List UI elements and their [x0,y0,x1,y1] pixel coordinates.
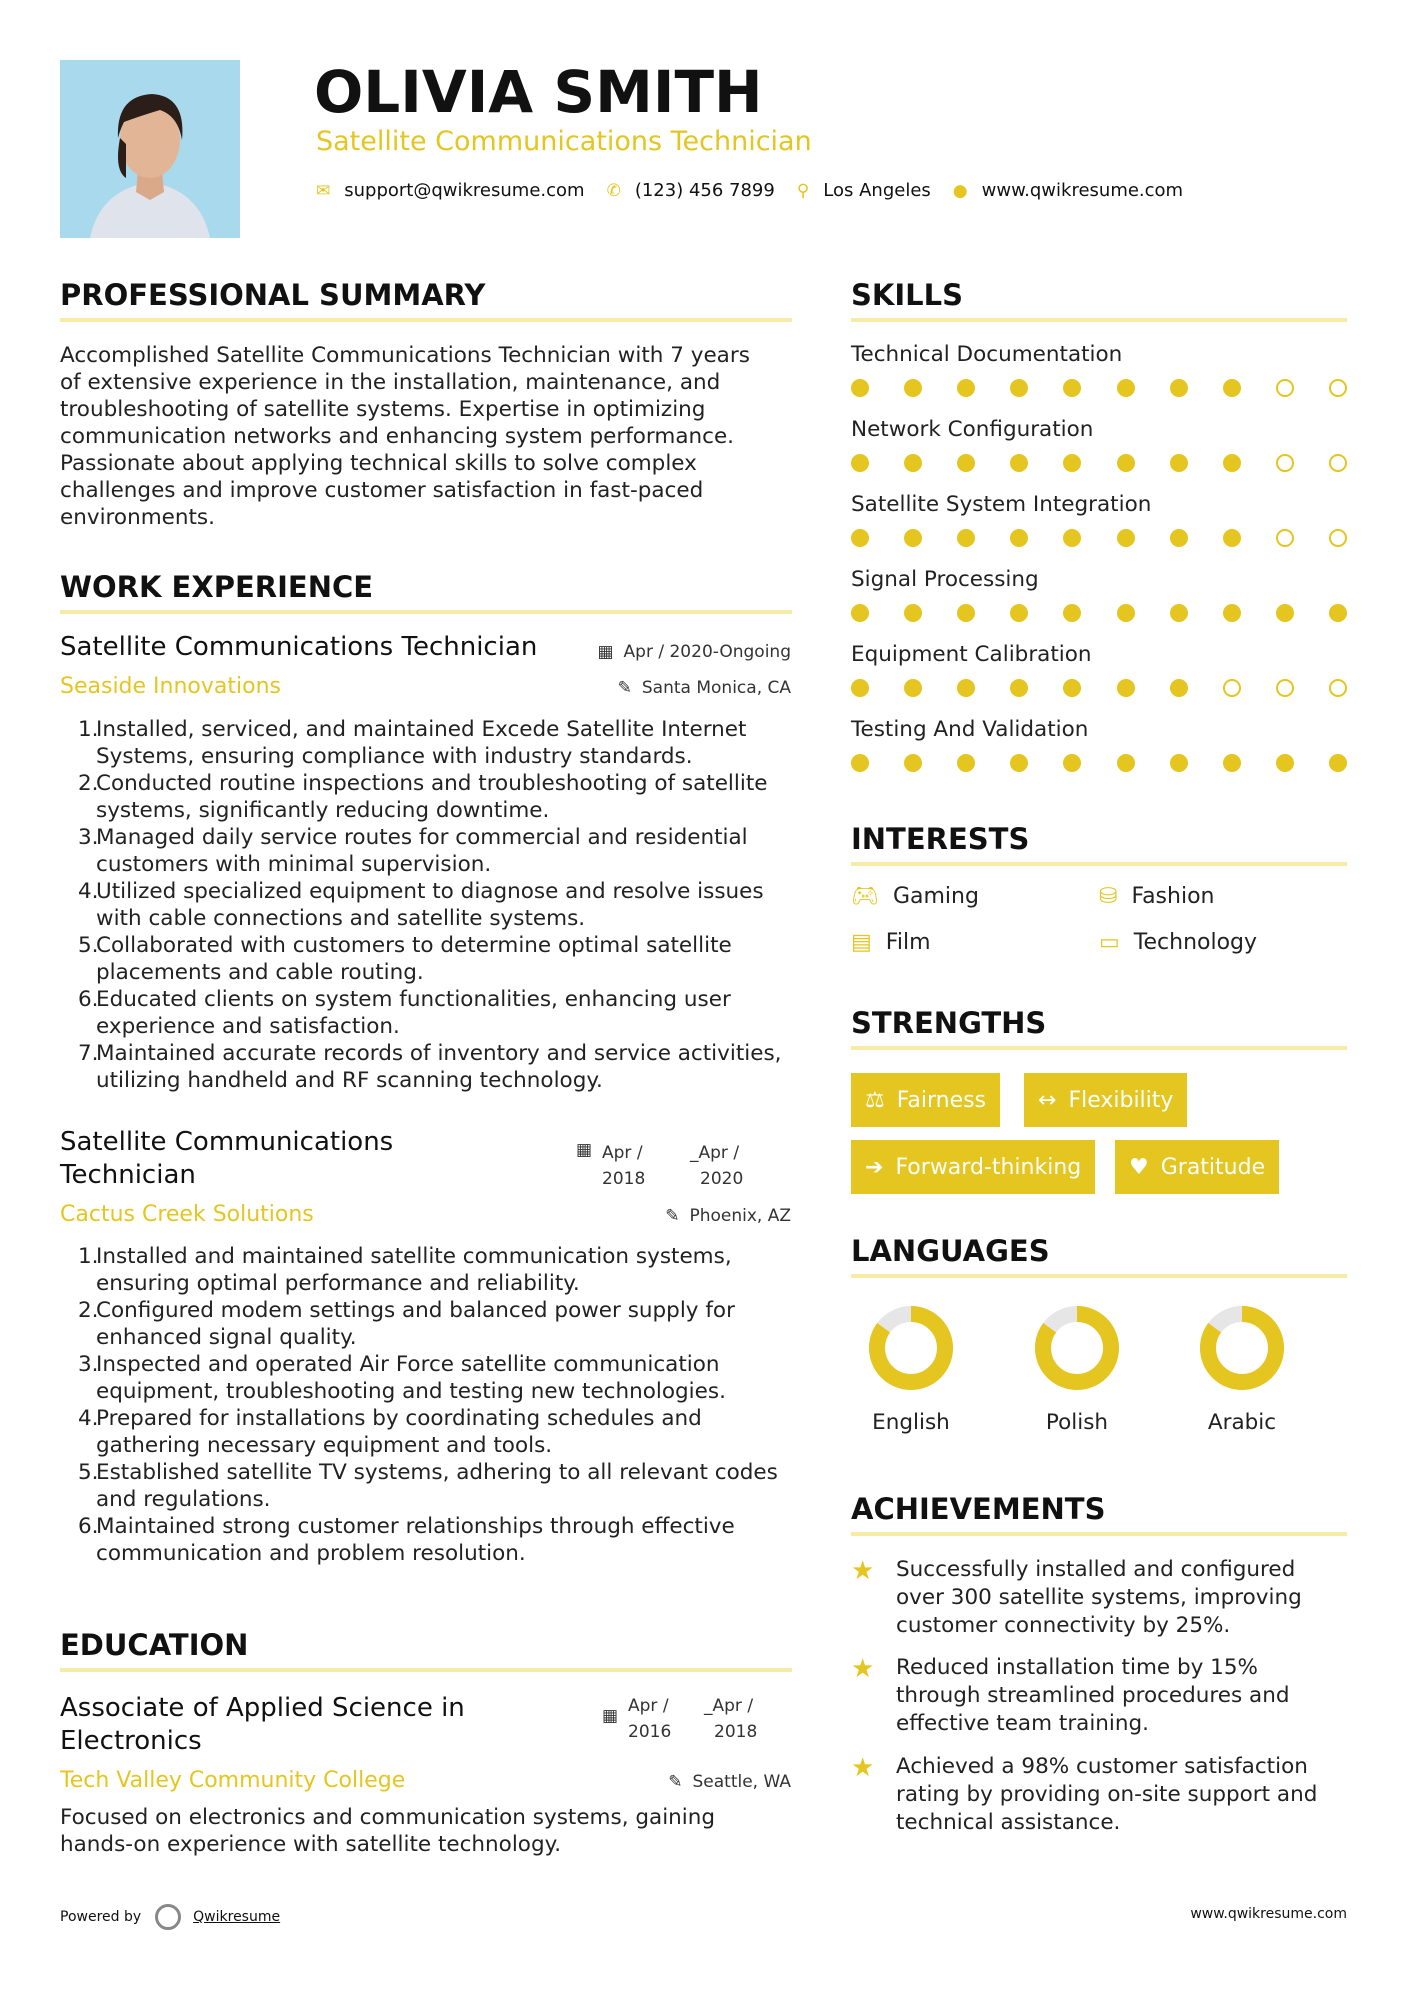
rating-dot-filled [1063,679,1081,697]
rating-dot-filled [851,604,869,622]
job-start-date: Apr / 2018 [602,1143,646,1189]
rating-dot-filled [1010,454,1028,472]
strength-badge: ♥ Gratitude [1115,1140,1279,1194]
contact-email[interactable] [316,180,585,201]
list-item: 3. Managed daily service routes for commercial and residential customers with minimal supervision. [78,825,748,877]
rating-dot-filled [1063,754,1081,772]
rating-dot-filled [1010,604,1028,622]
job-company: Cactus Creek Solutions [60,1202,314,1227]
degree-title: Associate of Applied Science in Electronics [60,1693,465,1756]
job-date-text: Apr / 2020-Ongoing [623,642,791,662]
rating-dot-filled [1170,529,1188,547]
globe-icon: ● [952,180,968,201]
skill-item [851,417,1347,492]
rating-dot-filled [1063,379,1081,397]
skill-label: Technical Documentation [851,342,1123,367]
rating-dot-filled [1223,454,1241,472]
skill-item [851,567,1347,642]
education-heading: EDUCATION [60,1628,249,1662]
skill-label: Testing And Validation [851,717,1089,742]
rating-dot-filled [1010,529,1028,547]
film-icon: ▤ [851,930,872,955]
strength-badge: ➔ Forward-thinking [851,1140,1095,1194]
heart-icon: ♥ [1129,1154,1149,1180]
calendar-icon: ▦ [602,1706,619,1726]
job-title: Satellite Communications Technician [60,632,538,662]
rating-dot-filled [1223,379,1241,397]
rating-dot-filled [1170,604,1188,622]
contact-location [797,180,931,201]
interests-heading: INTERESTS [851,822,1030,856]
education-rule [60,1668,792,1672]
skills-list [851,342,1347,792]
rating-dot-empty [1276,679,1294,697]
envelope-icon: ✉ [316,180,331,201]
job-location [665,1206,791,1226]
gamepad-icon: 🎮︎ [851,884,879,909]
rating-dot-filled [904,454,922,472]
interest-technology: ▭ Technology [1099,930,1258,955]
list-item: 7. Maintained accurate records of inventory and service activities, utilizing handheld and RF scanning technology. [78,1041,782,1093]
rating-dot-filled [1117,679,1135,697]
contact-website[interactable] [953,180,1183,201]
interests-rule [851,862,1347,866]
list-item: 2. Conducted routine inspections and troubleshooting of satellite systems, significantly reducing downtime. [78,771,768,823]
achievement-item: Reduced installation time by 15% through streamlined procedures and effective team training. [896,1655,1290,1736]
shopping-bag-icon: ⛁ [1099,884,1118,909]
summary-text [60,342,792,531]
rating-dot-filled [957,529,975,547]
rating-dot-filled [1329,754,1347,772]
rating-dot-empty [1276,529,1294,547]
skill-rating [851,379,1347,397]
rating-dot-filled [1276,604,1294,622]
qwikresume-logo-icon [155,1904,181,1930]
job-company: Seaside Innovations [60,674,281,699]
rating-dot-filled [1276,754,1294,772]
rating-dot-filled [1329,604,1347,622]
rating-dot-filled [904,379,922,397]
rating-dot-empty [1329,379,1347,397]
job-date [597,642,791,662]
summary-line: environments. [60,505,215,530]
map-marker-icon: ⚲ [796,180,810,201]
location-text: Los Angeles [823,180,931,201]
calendar-icon: ▦ [597,642,614,662]
summary-line: of extensive experience in the installation, maintenance, and [60,370,721,395]
rating-dot-filled [957,604,975,622]
experience-rule [60,610,792,614]
job-location-text: Phoenix, AZ [689,1206,791,1226]
rating-dot-filled [1117,529,1135,547]
school-location [668,1772,791,1792]
language-label: Polish [1045,1410,1109,1435]
powered-by-label: Powered by [60,1909,142,1925]
skill-item [851,492,1347,567]
skill-rating [851,604,1347,622]
edu-end-date: _Apr / 2018 [704,1696,758,1742]
list-item: 3. Inspected and operated Air Force satellite communication equipment, troubleshooting and testing new technologies. [78,1352,726,1404]
achievement-item: Achieved a 98% customer satisfaction rating by providing on-site support and technical assistance. [896,1754,1318,1835]
arrow-right-icon: ➔ [865,1154,884,1180]
language-donut [1031,1302,1123,1394]
achievements-rule [851,1532,1347,1536]
job-responsibilities [78,1243,798,1567]
skill-label: Equipment Calibration [851,642,1092,667]
star-icon: ★ [851,1753,875,1783]
education-description: Focused on electronics and communication systems, gaining hands-on experience with satellite technology. [60,1805,716,1857]
rating-dot-empty [1329,529,1347,547]
skill-item [851,717,1347,792]
rating-dot-filled [1170,679,1188,697]
rating-dot-filled [1063,454,1081,472]
laptop-icon: ▭ [1099,930,1120,955]
list-item: 5. Collaborated with customers to determine optimal satellite placements and cable routing. [78,933,732,985]
rating-dot-filled [1063,604,1081,622]
languages-rule [851,1274,1347,1278]
summary-rule [60,318,792,322]
rating-dot-filled [851,754,869,772]
school-location-text: Seattle, WA [692,1772,791,1792]
summary-line: Accomplished Satellite Communications Technician with 7 years [60,343,750,368]
rating-dot-filled [957,754,975,772]
skill-rating [851,454,1347,472]
list-item: 1. Installed, serviced, and maintained Excede Satellite Internet Systems, ensuring compliance with industry standards. [78,717,747,769]
language-item [851,1302,971,1435]
rating-dot-filled [1117,454,1135,472]
summary-line: troubleshooting of satellite systems. Expertise in optimizing [60,397,706,422]
job-location-text: Santa Monica, CA [641,678,791,698]
skill-label: Satellite System Integration [851,492,1152,517]
strengths-rule [851,1046,1347,1050]
interest-film: ▤ Film [851,930,931,955]
strengths-heading: STRENGTHS [851,1006,1047,1040]
language-donut [1196,1302,1288,1394]
language-item [1182,1302,1302,1435]
rating-dot-filled [851,679,869,697]
phone-icon: ✆ [606,180,621,201]
language-label: English [872,1410,950,1435]
person-portrait-icon [60,60,240,238]
balance-scale-icon: ⚖ [865,1087,885,1113]
skills-heading: SKILLS [851,278,963,312]
skill-item [851,642,1347,717]
phone-text: (123) 456 7899 [634,180,775,201]
rating-dot-filled [1170,754,1188,772]
skill-label: Signal Processing [851,567,1039,592]
candidate-name: OLIVIA SMITH [314,58,763,126]
rating-dot-filled [904,679,922,697]
list-item: 1. Installed and maintained satellite communication systems, ensuring optimal performance and reliability. [78,1244,732,1296]
rating-dot-filled [904,754,922,772]
edu-start-date: Apr / 2016 [628,1696,672,1742]
strength-badge: ⚖ Fairness [851,1073,1000,1127]
rating-dot-filled [957,379,975,397]
contact-bar [316,180,1205,201]
rating-dot-filled [1170,379,1188,397]
thumbtack-icon: ✎ [665,1206,680,1226]
list-item: 6. Maintained strong customer relationships through effective communication and problem resolution. [78,1514,735,1566]
rating-dot-filled [904,529,922,547]
interest-fashion: ⛁ Fashion [1099,884,1215,909]
footer-site[interactable]: www.qwikresume.com [1190,1906,1347,1922]
arrows-h-icon: ↔ [1038,1087,1057,1113]
rating-dot-filled [851,529,869,547]
rating-dot-filled [1223,529,1241,547]
rating-dot-filled [1170,454,1188,472]
rating-dot-filled [851,379,869,397]
thumbtack-icon: ✎ [617,678,632,698]
list-item: 6. Educated clients on system functionalities, enhancing user experience and satisfaction. [78,987,731,1039]
job-end-date: _Apr / 2020 [690,1143,744,1189]
calendar-icon: ▦ [576,1140,593,1160]
contact-phone[interactable] [607,180,775,201]
job-responsibilities [78,716,798,1094]
star-icon: ★ [851,1556,875,1586]
rating-dot-filled [1117,604,1135,622]
brand-link[interactable]: Qwikresume [193,1909,281,1925]
summary-heading: PROFESSIONAL SUMMARY [60,278,486,312]
language-donut [865,1302,957,1394]
skill-label: Network Configuration [851,417,1094,442]
star-icon: ★ [851,1654,875,1684]
list-item: 4. Utilized specialized equipment to diagnose and resolve issues with cable connections and satellite systems. [78,879,764,931]
list-item: 4. Prepared for installations by coordinating schedules and gathering necessary equipment and tools. [78,1406,702,1458]
language-label: Arabic [1207,1410,1277,1435]
rating-dot-empty [1276,454,1294,472]
experience-heading: WORK EXPERIENCE [60,570,374,604]
list-item: 2. Configured modem settings and balanced power supply for enhanced signal quality. [78,1298,735,1350]
rating-dot-filled [904,604,922,622]
summary-line: communication networks and enhancing system performance. [60,424,735,449]
rating-dot-empty [1329,454,1347,472]
profile-photo [60,60,240,238]
website-text: www.qwikresume.com [981,180,1184,201]
languages-heading: LANGUAGES [851,1234,1050,1268]
candidate-title: Satellite Communications Technician [316,126,812,157]
achievements-heading: ACHIEVEMENTS [851,1492,1106,1526]
rating-dot-empty [1223,679,1241,697]
rating-dot-filled [1063,529,1081,547]
rating-dot-filled [1010,754,1028,772]
rating-dot-filled [851,454,869,472]
footer-powered-by [60,1904,280,1930]
school-name: Tech Valley Community College [60,1768,406,1793]
skill-rating [851,529,1347,547]
rating-dot-filled [957,679,975,697]
rating-dot-filled [1117,379,1135,397]
rating-dot-filled [1223,604,1241,622]
rating-dot-filled [1117,754,1135,772]
summary-line: challenges and improve customer satisfaction in fast-paced [60,478,704,503]
thumbtack-icon: ✎ [668,1772,683,1792]
list-item: 5. Established satellite TV systems, adhering to all relevant codes and regulations. [78,1460,778,1512]
achievement-item: Successfully installed and configured over 300 satellite systems, improving customer connectivity by 25%. [896,1557,1302,1638]
job-title: Satellite Communications Technician [60,1127,394,1190]
email-text: support@qwikresume.com [344,180,585,201]
interest-gaming: 🎮︎ Gaming [851,884,979,909]
strength-badge: ↔ Flexibility [1024,1073,1187,1127]
summary-line: Passionate about applying technical skills to solve complex [60,451,697,476]
skills-rule [851,318,1347,322]
skill-item [851,342,1347,417]
rating-dot-empty [1329,679,1347,697]
rating-dot-filled [1223,754,1241,772]
skill-rating [851,754,1347,772]
rating-dot-empty [1276,379,1294,397]
rating-dot-filled [1010,679,1028,697]
rating-dot-filled [1010,379,1028,397]
job-location [618,678,791,698]
skill-rating [851,679,1347,697]
language-item [1017,1302,1137,1435]
rating-dot-filled [957,454,975,472]
